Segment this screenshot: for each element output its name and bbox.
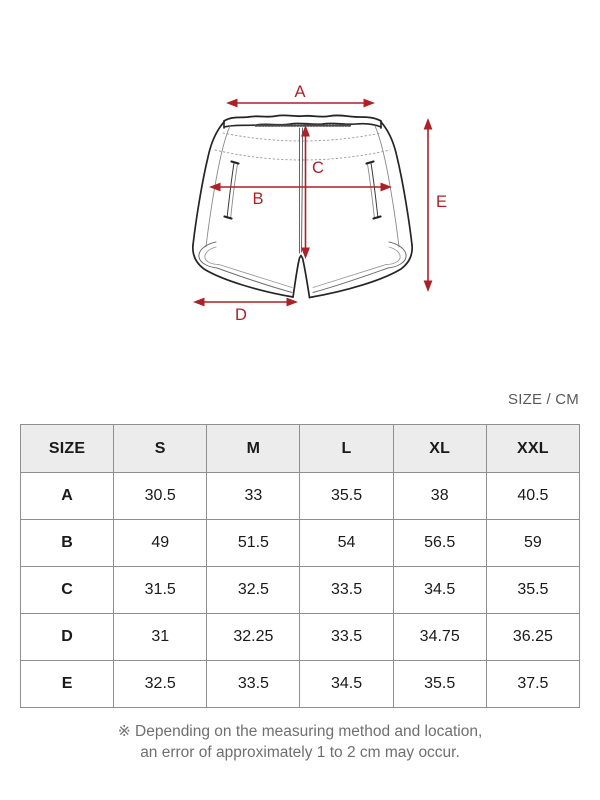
header-cell-m: M (207, 425, 300, 473)
cell-value: 34.5 (393, 567, 486, 614)
disclaimer-line-2: an error of approximately 1 to 2 cm may occur. (140, 744, 460, 761)
cell-value: 51.5 (207, 520, 300, 567)
measure-arrow-c (301, 125, 324, 259)
row-label: A (21, 473, 114, 520)
cell-value: 49 (114, 520, 207, 567)
measurement-disclaimer (0, 721, 600, 763)
cell-value: 35.5 (393, 661, 486, 708)
measure-arrow-b (209, 183, 392, 208)
table-row-a (21, 473, 580, 520)
measure-arrow-d (193, 298, 298, 324)
measure-label-c: C (312, 159, 324, 177)
cell-value: 32.5 (207, 567, 300, 614)
row-label: B (21, 520, 114, 567)
cell-value: 32.25 (207, 614, 300, 661)
cell-value: 35.5 (486, 567, 579, 614)
row-label: E (21, 661, 114, 708)
measure-label-e: E (436, 193, 448, 211)
measure-arrow-e (424, 118, 447, 292)
header-cell-l: L (300, 425, 393, 473)
cell-value: 54 (300, 520, 393, 567)
cell-value: 33.5 (300, 614, 393, 661)
cell-value: 59 (486, 520, 579, 567)
table-row-e (21, 661, 580, 708)
cell-value: 33.5 (207, 661, 300, 708)
measurement-diagram (0, 0, 600, 380)
cell-value: 56.5 (393, 520, 486, 567)
cell-value: 35.5 (300, 473, 393, 520)
size-unit-label: SIZE / CM (508, 391, 579, 408)
cell-value: 33 (207, 473, 300, 520)
cell-value: 34.5 (300, 661, 393, 708)
cell-value: 30.5 (114, 473, 207, 520)
row-label: C (21, 567, 114, 614)
cell-value: 34.75 (393, 614, 486, 661)
row-label: D (21, 614, 114, 661)
cell-value: 32.5 (114, 661, 207, 708)
disclaimer-line-1: ※ Depending on the measuring method and location, (117, 723, 483, 740)
cell-value: 37.5 (486, 661, 579, 708)
cell-value: 33.5 (300, 567, 393, 614)
header-cell-size: SIZE (21, 425, 114, 473)
measure-label-d: D (235, 306, 247, 324)
cell-value: 40.5 (486, 473, 579, 520)
header-cell-xl: XL (393, 425, 486, 473)
measure-arrow-a (226, 83, 375, 107)
shorts-drawing (193, 115, 412, 297)
measure-label-b: B (252, 190, 264, 208)
table-row-c (21, 567, 580, 614)
cell-value: 31 (114, 614, 207, 661)
table-row-b (21, 520, 580, 567)
header-cell-xxl: XXL (486, 425, 579, 473)
shorts-diagram-svg (0, 0, 600, 380)
cell-value: 36.25 (486, 614, 579, 661)
cell-value: 31.5 (114, 567, 207, 614)
size-table (20, 424, 580, 708)
cell-value: 38 (393, 473, 486, 520)
measure-label-a: A (294, 83, 306, 101)
table-row-d (21, 614, 580, 661)
size-table-header-row (21, 425, 580, 473)
header-cell-s: S (114, 425, 207, 473)
